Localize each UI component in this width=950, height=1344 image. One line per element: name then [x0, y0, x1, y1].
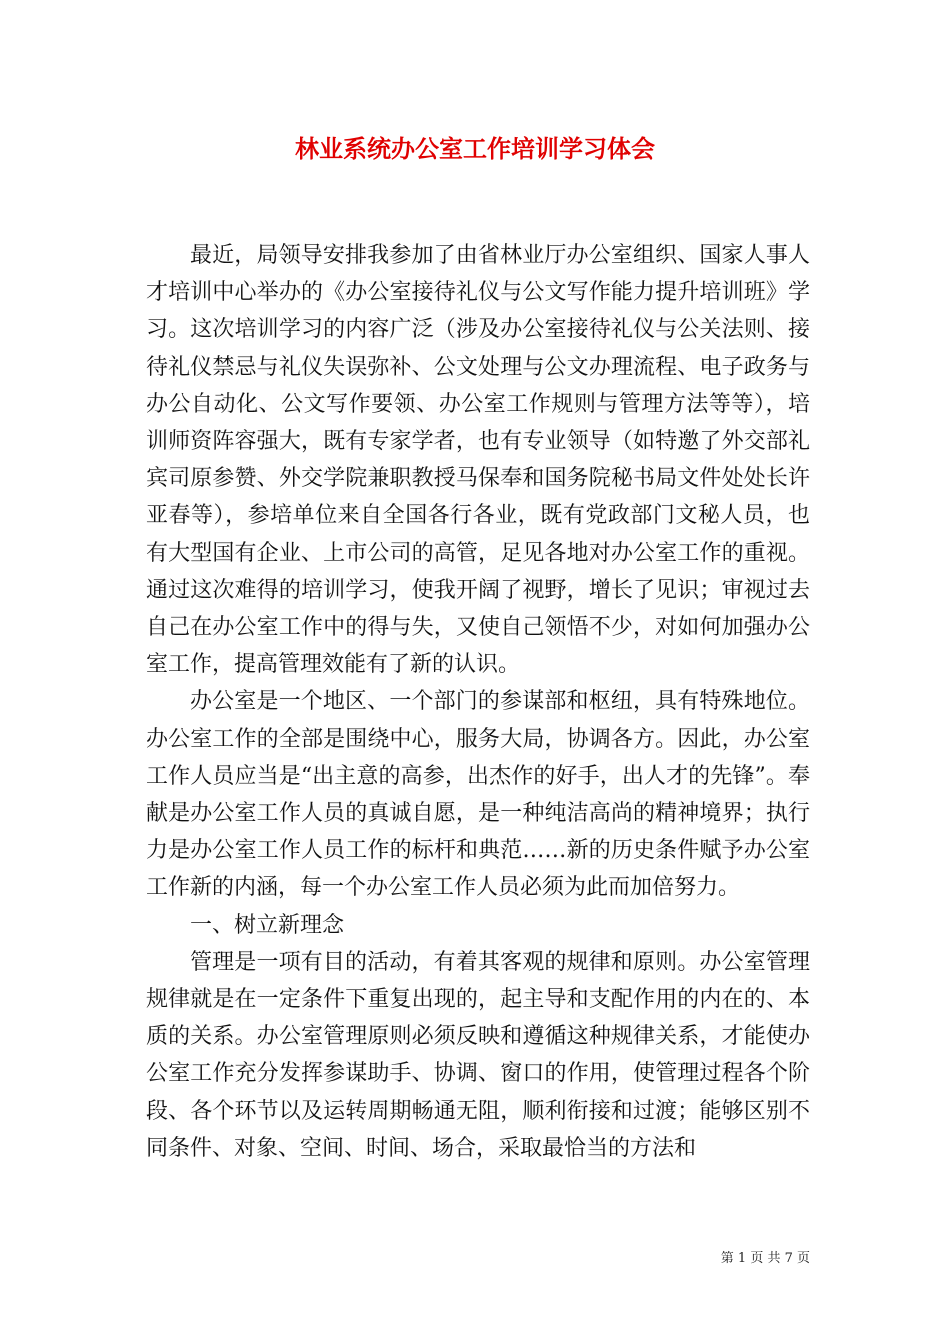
paragraph-intro: 最近，局领导安排我参加了由省林业厅办公室组织、国家人事人才培训中心举办的《办公室接待礼仪与公文写作能力提升培训班》学习。这次培训学习的内容广泛（涉及办公室接待礼仪与公关法则、接待礼仪禁忌与礼仪失误弥补、公文处理与公文办理流程、电子政务与办公自动化、公文写作要领、办公室工作规则与管理方法等等），培训师资阵容强大，既有专家学者，也有专业领导（如特邀了外交部礼宾司原参赞、外交学院兼职教授马保奉和国务院秘书局文件处处长许亚春等），参培单位来自全国各行各业，既有党政部门文秘人员，也有大型国有企业、上市公司的高管，足见各地对办公室工作的重视。通过这次难得的培训学习，使我开阔了视野，增长了见识；审视过去自己在办公室工作中的得与失，又使自己领悟不少，对如何加强办公室工作，提高管理效能有了新的认识。 [146, 243, 810, 678]
paragraph-office-role: 办公室是一个地区、一个部门的参谋部和枢纽，具有特殊地位。办公室工作的全部是围绕中心，服务大局，协调各方。因此，办公室工作人员应当是“出主意的高参，出杰作的好手，出人才的先锋”。奉献是办公室工作人员的真诚自愿，是一种纯洁高尚的精神境界；执行力是办公室工作人员工作的标杆和典范……新的历史条件赋予办公室工作新的内涵，每一个办公室工作人员必须为此而加倍努力。 [146, 689, 810, 901]
paragraph-management: 管理是一项有目的活动，有着其客观的规律和原则。办公室管理规律就是在一定条件下重复出现的，起主导和支配作用的内在的、本质的关系。办公室管理原则必须反映和遵循这种规律关系，才能使办公室工作充分发挥参谋助手、协调、窗口的作用，使管理过程各个阶段、各个环节以及运转周期畅通无阻，顺利衔接和过渡；能够区别不同条件、对象、空间、时间、场合，采取最恰当的方法和 [146, 949, 810, 1161]
section-heading-new-concept: 一、树立新理念 [190, 912, 345, 938]
document-title: 林业系统办公室工作培训学习体会 [295, 134, 655, 163]
document-body [146, 237, 810, 1167]
page-number: 第 1 页 共 7 页 [720, 1251, 810, 1266]
